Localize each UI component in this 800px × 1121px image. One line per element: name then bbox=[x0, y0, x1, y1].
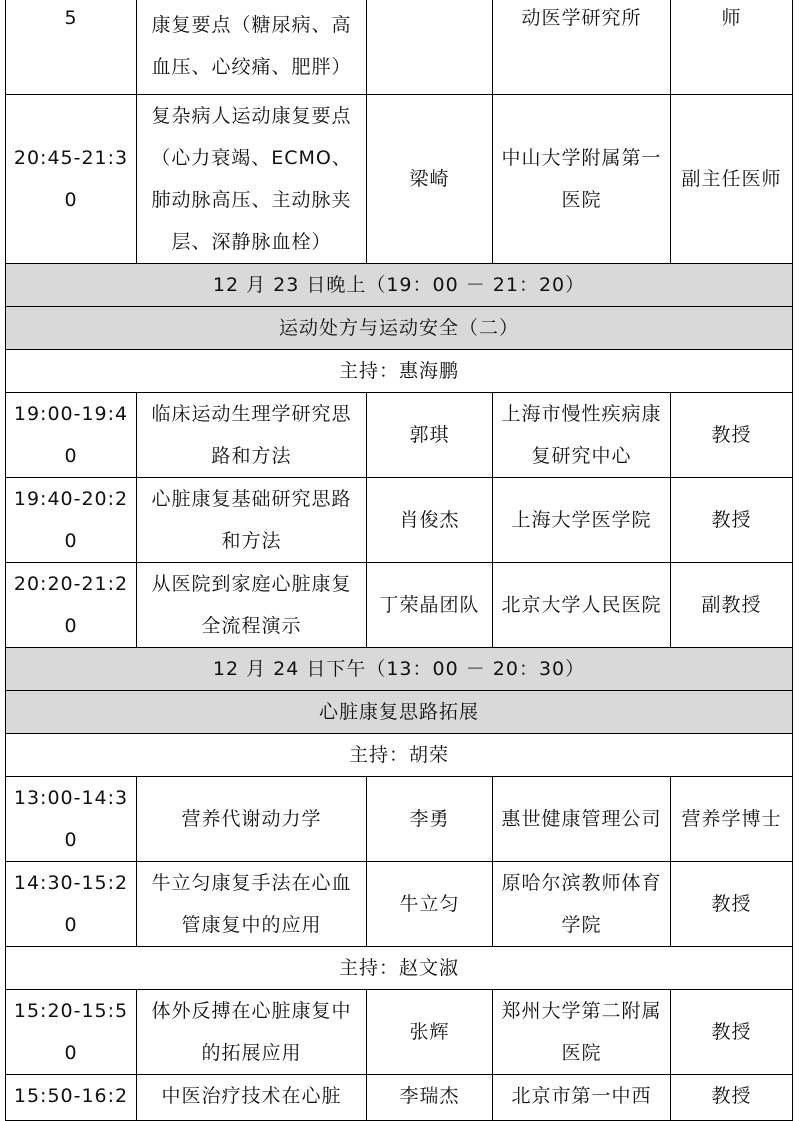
institution-cell: 上海市慢性疾病康复研究中心 bbox=[493, 393, 671, 478]
section-banner bbox=[6, 691, 793, 734]
title-cell: 教授 bbox=[671, 478, 793, 563]
table-row bbox=[6, 1075, 793, 1121]
speaker-cell: 牛立匀 bbox=[367, 862, 493, 947]
speaker-cell: 张辉 bbox=[367, 990, 493, 1075]
institution-cell: 北京市第一中西 bbox=[493, 1075, 671, 1121]
topic-cell: 康复要点（糖尿病、高血压、心绞痛、肥胖） bbox=[137, 0, 367, 95]
title-cell: 教授 bbox=[671, 393, 793, 478]
speaker-cell bbox=[367, 0, 493, 95]
time-cell: 14:30-15:20 bbox=[6, 862, 137, 947]
time-cell: 5 bbox=[6, 0, 137, 95]
time-cell: 15:50-16:2 bbox=[6, 1075, 137, 1121]
table-row bbox=[6, 393, 793, 478]
table-row bbox=[6, 95, 793, 264]
speaker-cell: 李瑞杰 bbox=[367, 1075, 493, 1121]
date-banner bbox=[6, 264, 793, 307]
title-cell: 教授 bbox=[671, 1075, 793, 1121]
topic-cell: 临床运动生理学研究思路和方法 bbox=[137, 393, 367, 478]
title-cell: 师 bbox=[671, 0, 793, 95]
host-row bbox=[6, 734, 793, 777]
host-row bbox=[6, 947, 793, 990]
institution-cell: 惠世健康管理公司 bbox=[493, 777, 671, 862]
section-banner bbox=[6, 307, 793, 350]
time-cell: 13:00-14:30 bbox=[6, 777, 137, 862]
table-row bbox=[6, 990, 793, 1075]
date-banner bbox=[6, 648, 793, 691]
host-row bbox=[6, 350, 793, 393]
institution-cell: 上海大学医学院 bbox=[493, 478, 671, 563]
time-cell: 20:20-21:20 bbox=[6, 563, 137, 648]
time-cell: 20:45-21:30 bbox=[6, 95, 137, 264]
topic-cell: 心脏康复基础研究思路和方法 bbox=[137, 478, 367, 563]
time-cell: 15:20-15:50 bbox=[6, 990, 137, 1075]
institution-cell: 中山大学附属第一医院 bbox=[493, 95, 671, 264]
topic-cell: 营养代谢动力学 bbox=[137, 777, 367, 862]
section-banner-text: 运动处方与运动安全（二） bbox=[6, 307, 793, 350]
table-row bbox=[6, 0, 793, 95]
institution-cell: 动医学研究所 bbox=[493, 0, 671, 95]
table-row bbox=[6, 478, 793, 563]
title-cell: 教授 bbox=[671, 862, 793, 947]
speaker-cell: 梁崎 bbox=[367, 95, 493, 264]
speaker-cell: 郭琪 bbox=[367, 393, 493, 478]
topic-cell: 牛立匀康复手法在心血管康复中的应用 bbox=[137, 862, 367, 947]
table-row bbox=[6, 777, 793, 862]
speaker-cell: 丁荣晶团队 bbox=[367, 563, 493, 648]
host-text: 主持：赵文淑 bbox=[6, 947, 793, 990]
title-cell: 营养学博士 bbox=[671, 777, 793, 862]
time-cell: 19:00-19:40 bbox=[6, 393, 137, 478]
topic-cell: 体外反搏在心脏康复中的拓展应用 bbox=[137, 990, 367, 1075]
host-text: 主持：惠海鹏 bbox=[6, 350, 793, 393]
date-banner-text: 12 月 24 日下午（13：00 － 20：30） bbox=[6, 648, 793, 691]
table-row bbox=[6, 862, 793, 947]
topic-cell: 中医治疗技术在心脏 bbox=[137, 1075, 367, 1121]
speaker-cell: 肖俊杰 bbox=[367, 478, 493, 563]
date-banner-text: 12 月 23 日晚上（19：00 － 21：20） bbox=[6, 264, 793, 307]
title-cell: 副主任医师 bbox=[671, 95, 793, 264]
schedule-table bbox=[5, 0, 793, 1121]
institution-cell: 郑州大学第二附属医院 bbox=[493, 990, 671, 1075]
topic-cell: 从医院到家庭心脏康复全流程演示 bbox=[137, 563, 367, 648]
time-cell: 19:40-20:20 bbox=[6, 478, 137, 563]
table-row bbox=[6, 563, 793, 648]
title-cell: 副教授 bbox=[671, 563, 793, 648]
institution-cell: 原哈尔滨教师体育学院 bbox=[493, 862, 671, 947]
title-cell: 教授 bbox=[671, 990, 793, 1075]
speaker-cell: 李勇 bbox=[367, 777, 493, 862]
institution-cell: 北京大学人民医院 bbox=[493, 563, 671, 648]
section-banner-text: 心脏康复思路拓展 bbox=[6, 691, 793, 734]
host-text: 主持：胡荣 bbox=[6, 734, 793, 777]
topic-cell: 复杂病人运动康复要点（心力衰竭、ECMO、肺动脉高压、主动脉夹层、深静脉血栓） bbox=[137, 95, 367, 264]
